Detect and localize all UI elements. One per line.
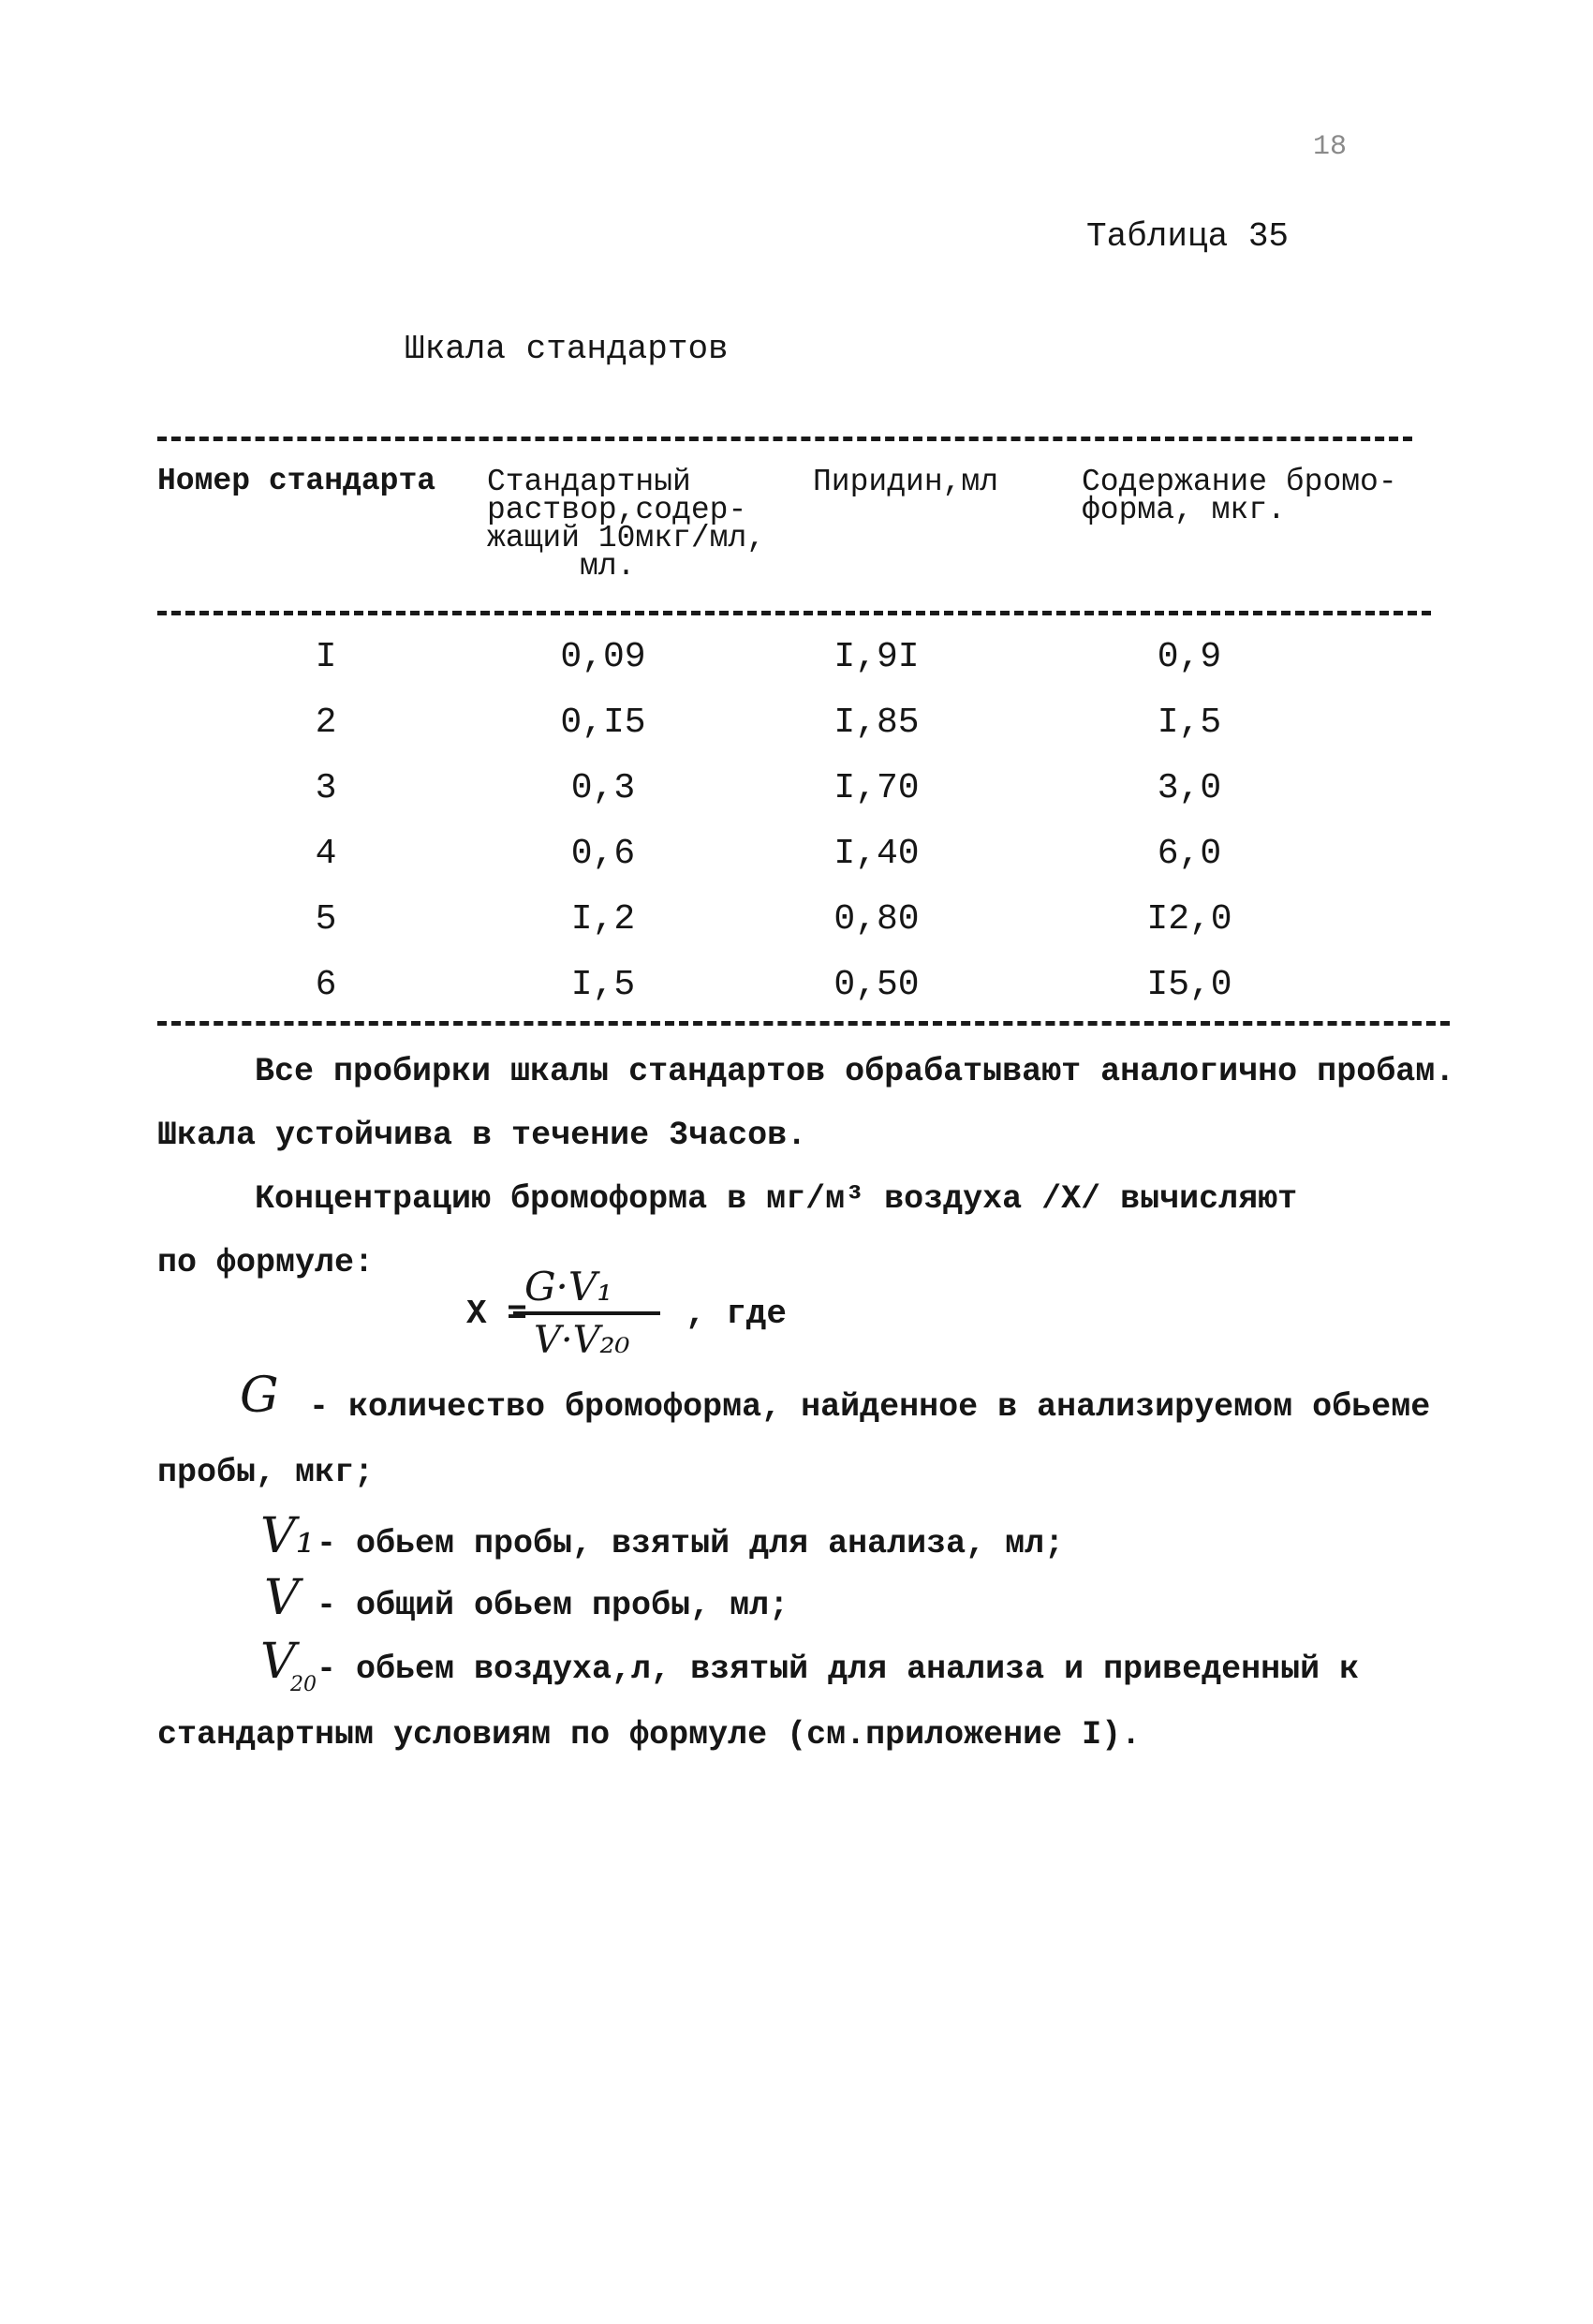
table-title: Шкала стандартов bbox=[405, 330, 729, 368]
cell-standard-solution: I,5 bbox=[570, 965, 636, 1005]
paragraph-stability: Шкала устойчива в течение 3часов. bbox=[157, 1117, 807, 1154]
table-top-rule bbox=[157, 437, 1412, 441]
cell-standard-number: 3 bbox=[315, 768, 337, 808]
def-symbol-g: G bbox=[240, 1368, 279, 1424]
cell-standard-number: 2 bbox=[315, 703, 337, 743]
def-g-text: - количество бромоформа, найденное в анализируемом обьеме bbox=[309, 1388, 1431, 1426]
cell-standard-number: 4 bbox=[315, 834, 337, 874]
cell-pyridine: I,9I bbox=[833, 637, 920, 677]
header-bromoform-content: Содержание бромо- форма, мкг. bbox=[1082, 465, 1397, 527]
def-symbol-v20-subscript: 20 bbox=[290, 1673, 317, 1696]
cell-standard-solution: I,2 bbox=[570, 899, 636, 940]
table-bottom-rule bbox=[157, 1021, 1450, 1026]
formula-lhs: Х = bbox=[466, 1295, 527, 1333]
header-standard-number: Номер стандарта bbox=[157, 464, 436, 498]
cell-standard-solution: 0,3 bbox=[570, 768, 636, 808]
def-g-continuation: пробы, мкг; bbox=[157, 1454, 375, 1491]
cell-bromoform: 3,0 bbox=[1157, 768, 1222, 808]
cell-bromoform: 0,9 bbox=[1157, 637, 1222, 677]
def-v20-text: - обьем воздуха,л, взятый для анализа и приведенный к bbox=[317, 1650, 1360, 1688]
paragraph-processing: Все пробирки шкалы стандартов обрабатывают аналогично пробам. bbox=[255, 1053, 1455, 1090]
cell-pyridine: I,70 bbox=[833, 768, 920, 808]
def-symbol-v20: V bbox=[260, 1634, 296, 1690]
def-v20-continuation: стандартным условиям по формуле (см.приложение I). bbox=[157, 1716, 1142, 1754]
cell-standard-number: 5 bbox=[315, 899, 337, 940]
cell-pyridine: 0,50 bbox=[833, 965, 920, 1005]
cell-standard-number: I bbox=[315, 637, 337, 677]
cell-bromoform: I,5 bbox=[1157, 703, 1222, 743]
formula-where: , где bbox=[686, 1295, 788, 1333]
def-symbol-v1: V₁ bbox=[260, 1508, 316, 1564]
formula-fraction bbox=[506, 1255, 674, 1368]
formula-denominator: V·V₂₀ bbox=[534, 1319, 630, 1362]
page-number: 18 bbox=[1313, 131, 1348, 163]
table-label: Таблица 35 bbox=[1086, 217, 1290, 256]
cell-pyridine: I,40 bbox=[833, 834, 920, 874]
paragraph-formula-intro: по формуле: bbox=[157, 1244, 375, 1281]
def-v-text: - общий обьем пробы, мл; bbox=[317, 1587, 789, 1624]
cell-pyridine: I,85 bbox=[833, 703, 920, 743]
paragraph-concentration: Концентрацию бромоформа в мг/м³ воздуха /Х/ вычисляют bbox=[255, 1180, 1298, 1218]
cell-standard-solution: 0,I5 bbox=[560, 703, 646, 743]
cell-bromoform: I2,0 bbox=[1146, 899, 1232, 940]
cell-bromoform: 6,0 bbox=[1157, 834, 1222, 874]
cell-standard-solution: 0,6 bbox=[570, 834, 636, 874]
cell-bromoform: I5,0 bbox=[1146, 965, 1232, 1005]
def-symbol-v: V bbox=[264, 1570, 300, 1626]
cell-standard-solution: 0,09 bbox=[560, 637, 646, 677]
header-standard-solution: Стандартный раствор,содер- жащий 10мкг/мл, мл. bbox=[487, 465, 766, 584]
header-pyridine: Пиридин,мл bbox=[813, 465, 999, 499]
cell-standard-number: 6 bbox=[315, 965, 337, 1005]
cell-pyridine: 0,80 bbox=[833, 899, 920, 940]
def-v1-text: - обьем пробы, взятый для анализа, мл; bbox=[317, 1525, 1065, 1562]
table-header-rule bbox=[157, 611, 1431, 615]
formula-numerator: G·V₁ bbox=[524, 1264, 613, 1310]
